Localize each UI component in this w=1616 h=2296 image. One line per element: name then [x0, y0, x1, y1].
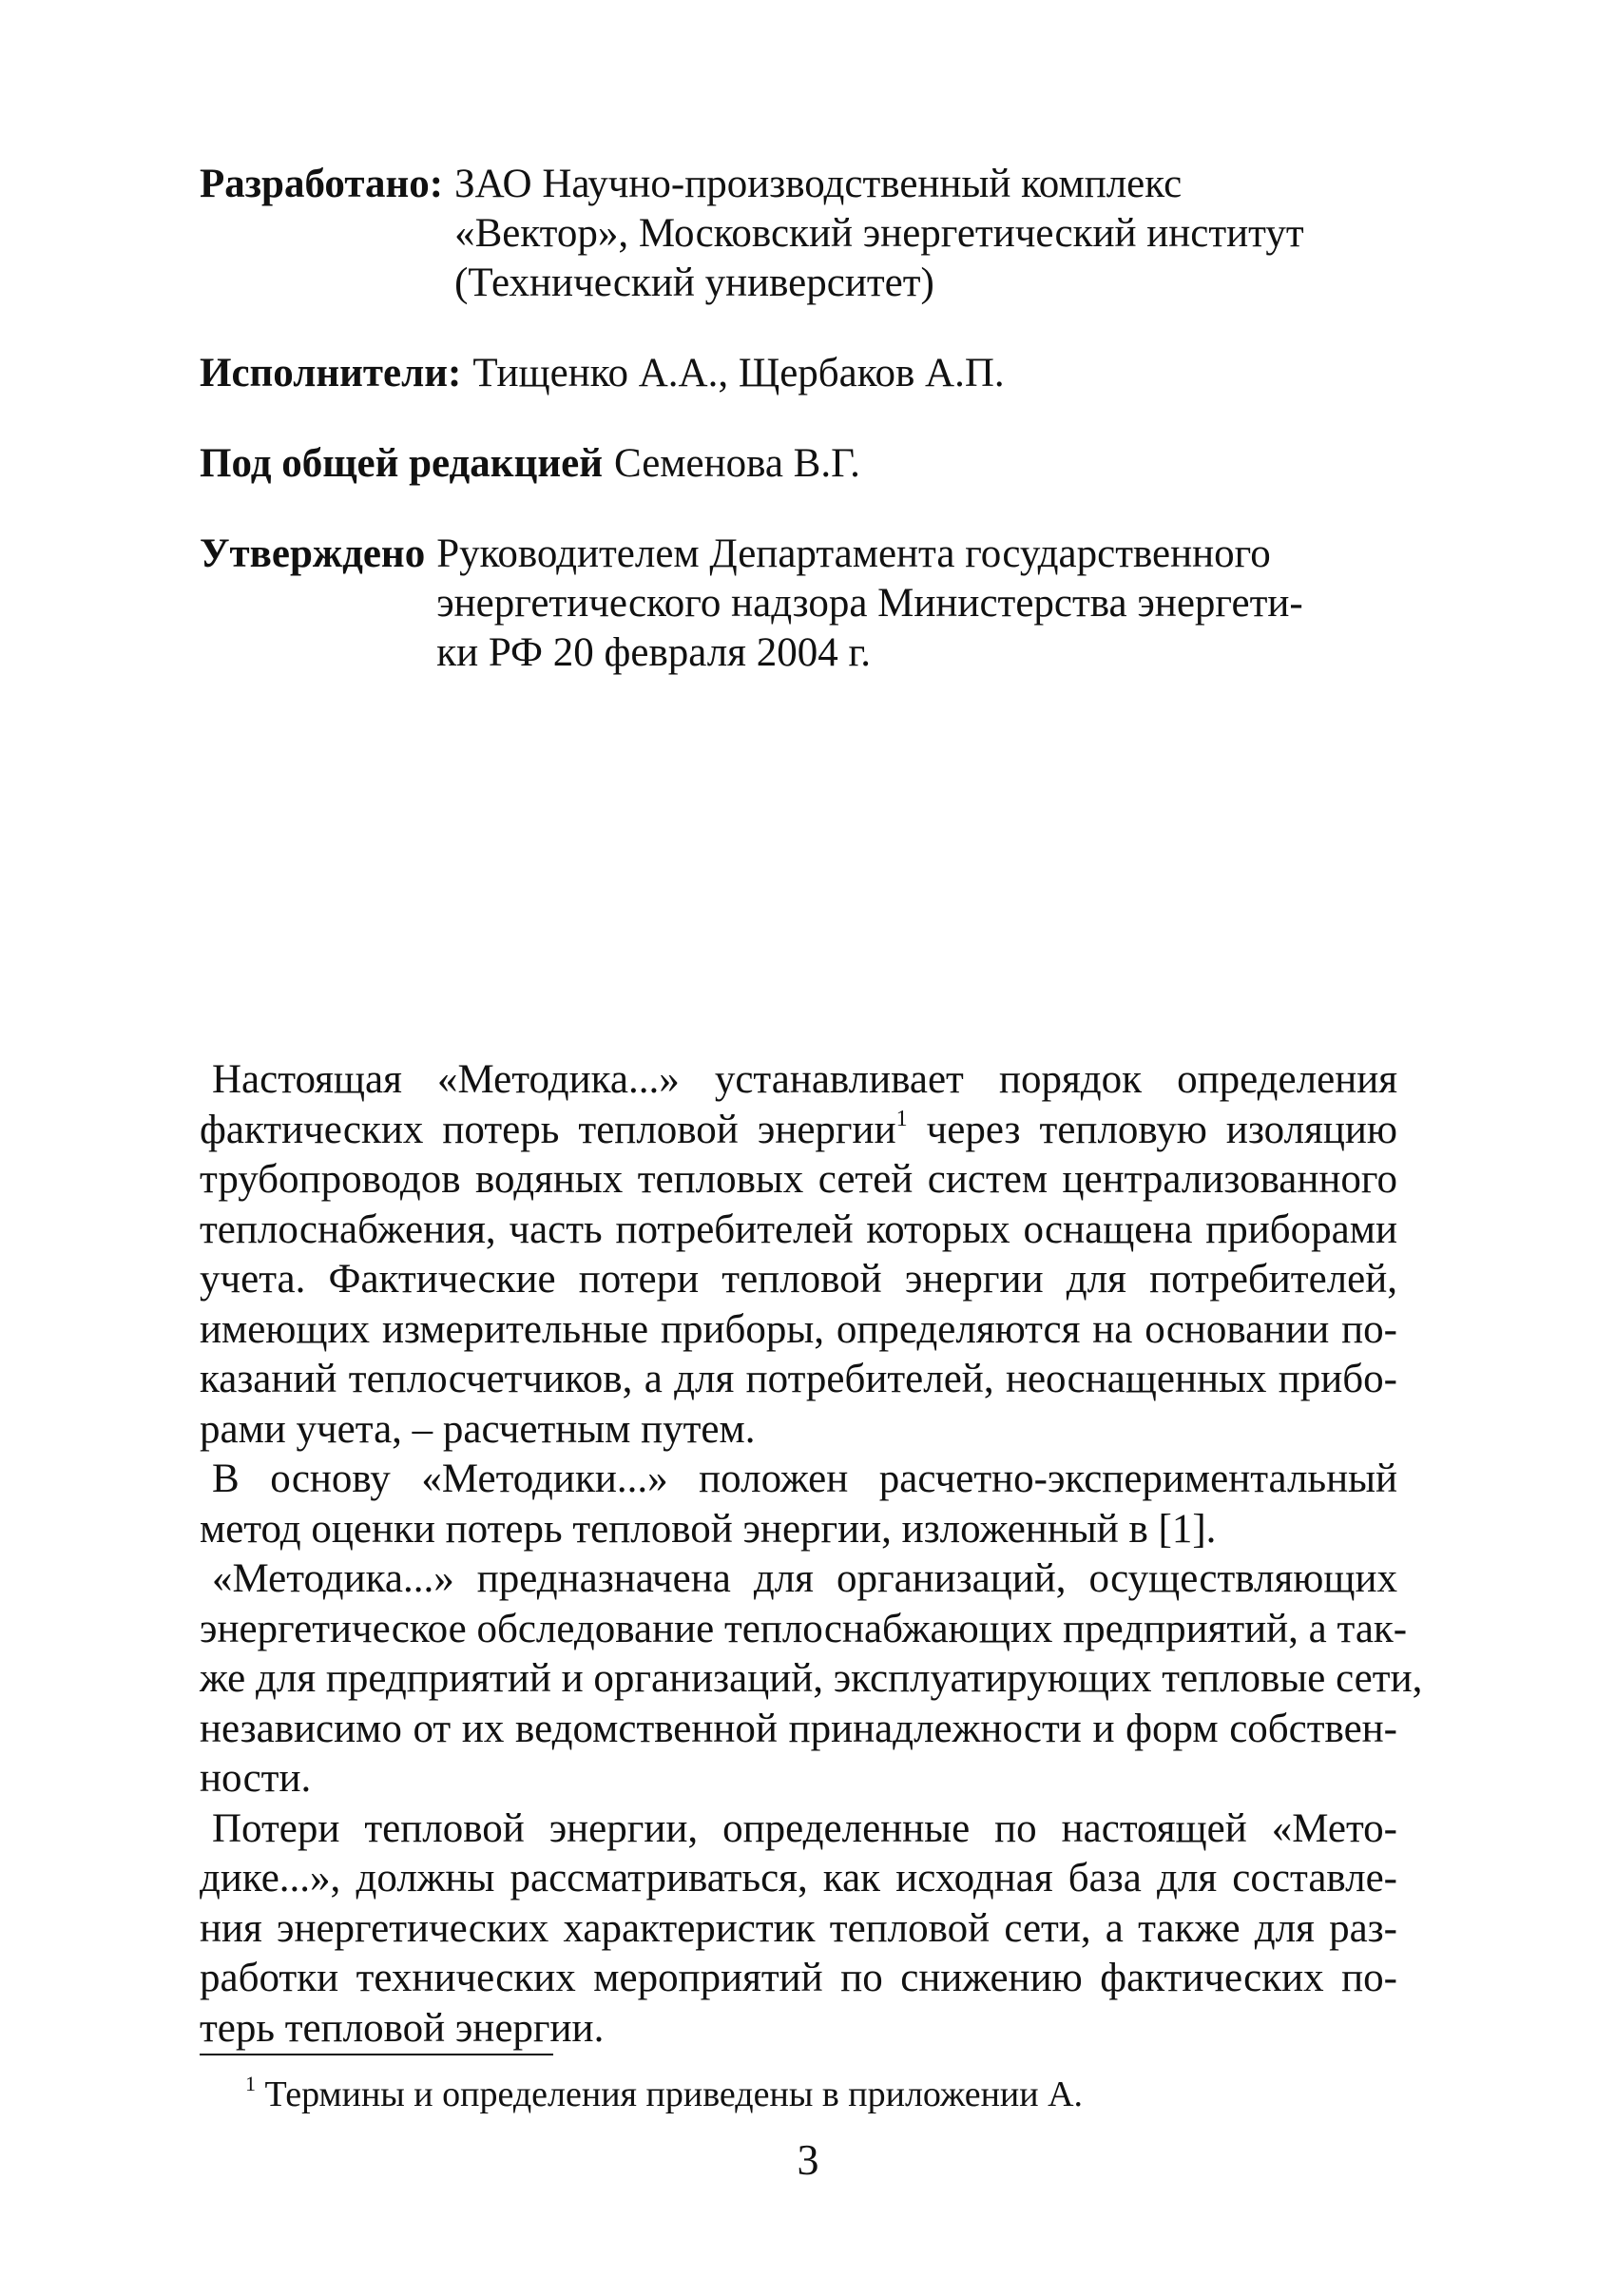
text-line: теплоснабжения, часть потребителей которых оснащена приборами: [200, 1206, 1397, 1252]
paragraph: [200, 1554, 1423, 1804]
credit-approved: [200, 530, 1397, 678]
paragraph: [200, 1804, 1397, 2055]
text-line: же для предприятий и организаций, эксплуатирующих тепловые сети,: [200, 1656, 1423, 1701]
credit-executors-value: Тищенко А.А., Щербаков А.П.: [472, 351, 1005, 396]
text-line: Настоящая «Методика...» устанавливает порядок определения: [212, 1057, 1397, 1102]
credits-block: [200, 160, 1397, 678]
text-line: имеющих измерительные приборы, определяются на основании по-: [200, 1306, 1397, 1352]
paragraph: [200, 1055, 1397, 1455]
credit-editor-value: Семенова В.Г.: [614, 441, 860, 486]
text-line: рами учета, – расчетным путем.: [200, 1406, 756, 1452]
paragraph: [200, 1455, 1397, 1554]
credit-approved-line: энергетического надзора Министерства энергети-: [436, 581, 1303, 626]
credit-executors-label: Исполнители:: [200, 351, 462, 396]
credit-approved-label: Утверждено: [200, 531, 426, 576]
text-line: ния энергетических характеристик тепловой сети, а также для раз-: [200, 1905, 1397, 1951]
body-text: [200, 1055, 1423, 2054]
text-line: учета. Фактические потери тепловой энергии для потребителей,: [200, 1257, 1397, 1302]
text-line: метод оценки потерь тепловой энергии, изложенный в [1].: [200, 1506, 1217, 1552]
text-line: работки технических мероприятий по снижению фактических по-: [200, 1956, 1397, 2000]
text-line: терь тепловой энергии.: [200, 2005, 605, 2051]
footnote-mark: 1: [245, 2072, 256, 2095]
text-line: Потери тепловой энергии, определенные по настоящей «Мето-: [212, 1805, 1397, 1851]
text-line: энергетическое обследование теплоснабжающих предприятий, а так-: [200, 1606, 1408, 1651]
text-line: В основу «Методики...» положен расчетно-экспериментальный: [212, 1457, 1397, 1501]
page-number: 3: [797, 2135, 819, 2184]
text-line: «Методика...» предназначена для организаций, осуществляющих: [212, 1556, 1397, 1601]
credit-approved-line: ки РФ 20 февраля 2004 г.: [436, 630, 871, 675]
text-line: дике...», должны рассматриваться, как исходная база для составле-: [200, 1856, 1397, 1900]
text-line-with-footnote: [200, 1106, 1397, 1156]
credit-editor-label: Под общей редакцией: [200, 441, 603, 486]
credit-developed-line: «Вектор», Московский энергетический институт: [454, 211, 1304, 256]
footnote: [245, 2073, 1083, 2116]
text-line: казаний теплосчетчиков, а для потребителей, неоснащенных прибо-: [200, 1357, 1397, 1401]
credit-developed-line: ЗАО Научно-производственный комплекс: [454, 162, 1183, 206]
credit-executors: [200, 349, 1397, 398]
credit-editor: [200, 439, 1397, 489]
text-fragment: через тепловую изоляцию: [907, 1107, 1397, 1152]
text-fragment: фактических потерь тепловой энергии: [200, 1107, 896, 1152]
credit-developed-line: (Технический университет): [454, 260, 934, 305]
footnote-reference: 1: [895, 1106, 908, 1131]
credit-developed: [200, 160, 1397, 308]
credit-developed-value: [454, 160, 1397, 308]
footnote-divider: [200, 2054, 553, 2055]
text-line: трубопроводов водяных тепловых сетей систем централизованного: [200, 1157, 1397, 1202]
credit-developed-label: Разработано:: [200, 162, 444, 206]
credit-approved-value: [436, 530, 1397, 678]
footnote-text: Термины и определения приведены в приложении А.: [256, 2074, 1084, 2114]
text-line: ности.: [200, 1756, 312, 1801]
credit-approved-line: Руководителем Департамента государственного: [436, 531, 1271, 576]
text-line: независимо от их ведомственной принадлежности и форм собствен-: [200, 1706, 1397, 1751]
